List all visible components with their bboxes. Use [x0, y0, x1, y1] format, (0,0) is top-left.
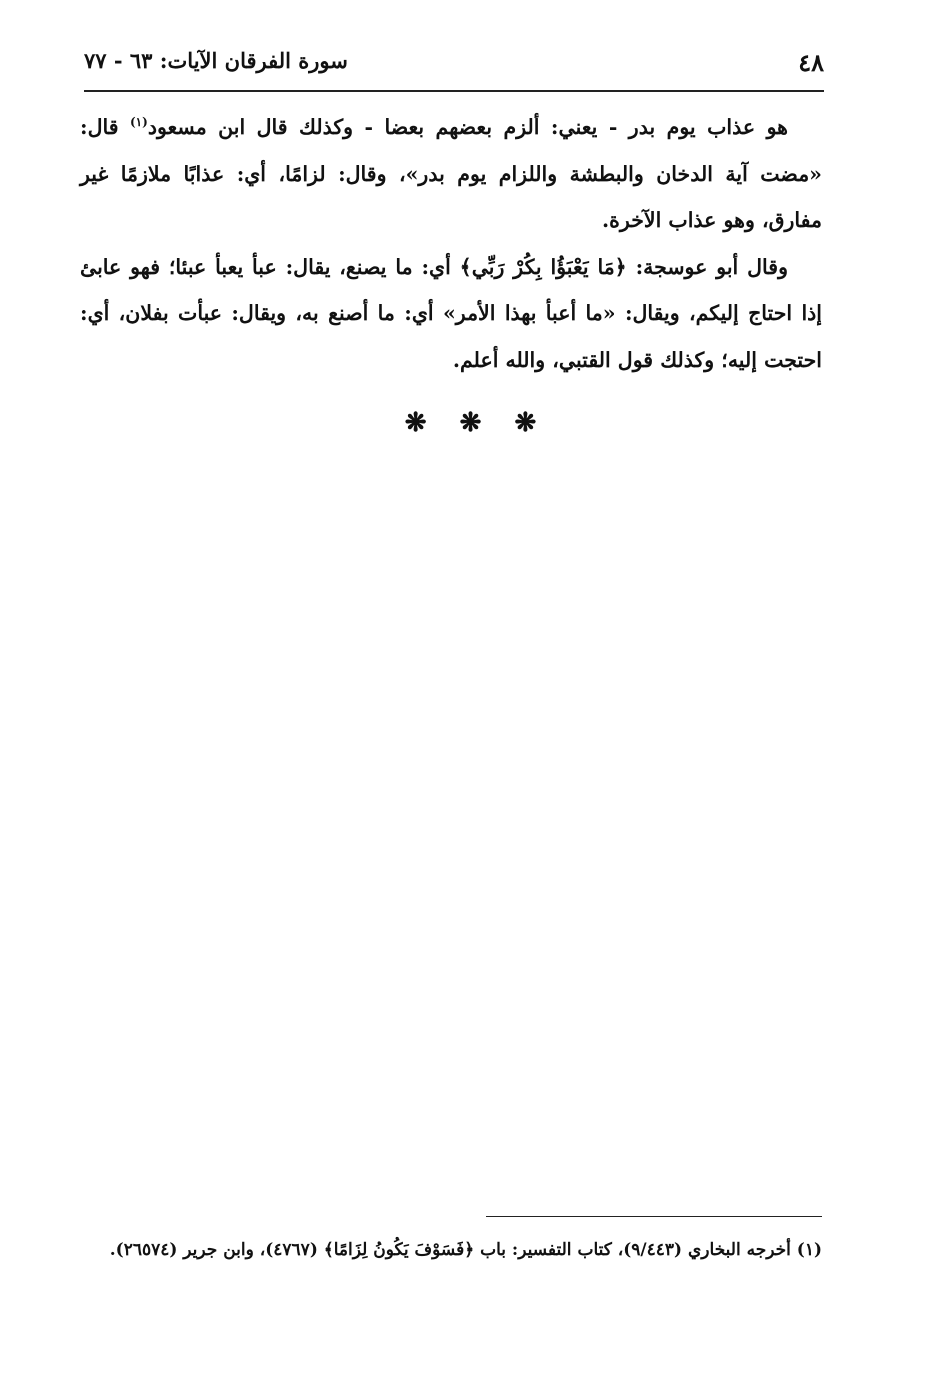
paragraph: وقال أبو عوسجة: ﴿مَا يَعْبَؤُا بِكُرْ رَبِّي﴾ أي: ما يصنع، يقال: عبأ يعبأ عبئا؛ فهو عابئ إذا احتاج إليكم، ويقال: «ما أعبأ بهذا الأمر» أي: ما أصنع به، ويقال: عبأت بفلان، أي: احتجت إليه؛ وكذلك قول القتبي، والله أعلم. [80, 254, 822, 372]
footnote-reference[interactable]: (١) [129, 115, 148, 130]
asterism-icon: ❋ [404, 408, 427, 438]
paragraph-text: هو عذاب يوم بدر - يعني: ألزم بعضهم بعضا - وكذلك قال ابن مسعود [147, 115, 788, 139]
footnote-text: (١) أخرجه البخاري (٩/٤٤٣)، كتاب التفسير: باب ﴿فَسَوْفَ يَكُونُ لِزَامًا﴾ (٤٧٦٧)، وابن جرير (٢٦٥٧٤). [109, 1240, 822, 1260]
running-head: سورة الفرقان الآيات: ٦٣ - ٧٧ [84, 48, 348, 73]
header-rule [84, 90, 824, 92]
asterism-icon: ❋ [514, 408, 537, 438]
page-header [84, 46, 824, 86]
paragraph [80, 104, 822, 244]
paragraph-text: قال: «مضت آية الدخان والبطشة واللزام يوم بدر»، وقال: لزامًا، أي: عذابًا ملازمًا غير مفارق، وهو عذاب الآخرة. [80, 115, 822, 232]
main-text [80, 104, 822, 383]
section-separator [0, 408, 941, 438]
page-number: ٤٨ [798, 48, 824, 77]
footnote [82, 1234, 822, 1267]
asterism-icon: ❋ [459, 408, 482, 438]
footnote-rule [486, 1216, 822, 1217]
